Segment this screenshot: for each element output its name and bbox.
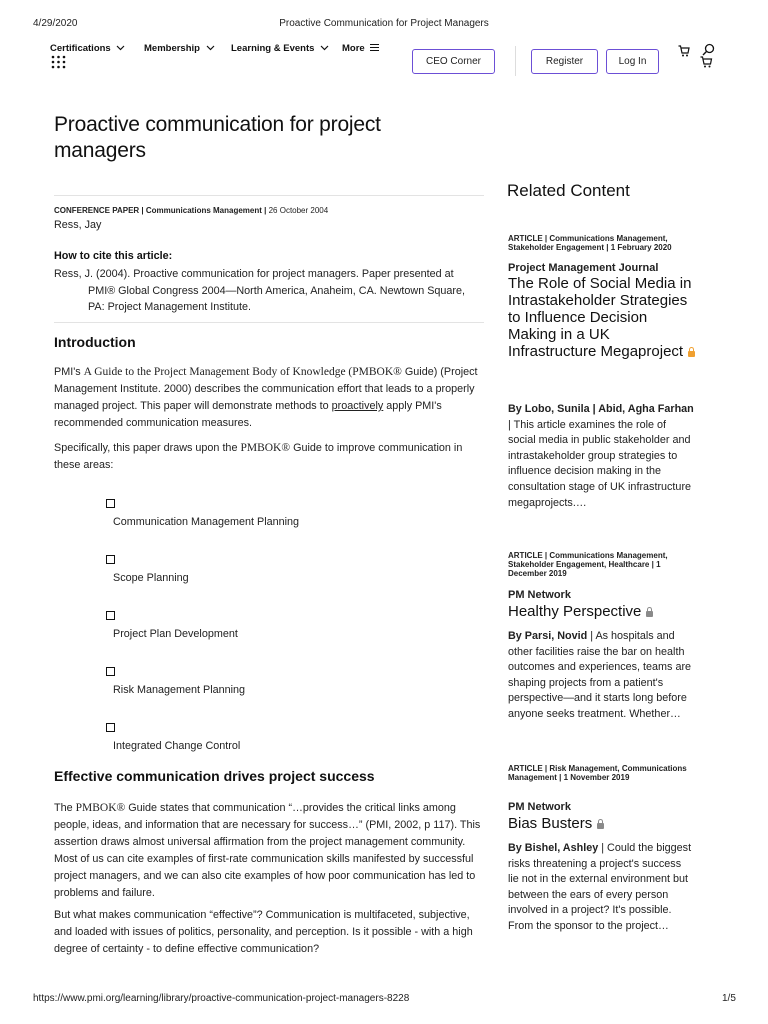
meta-type[interactable]: CONFERENCE PAPER bbox=[54, 206, 140, 215]
related-item-publication: Project Management Journal bbox=[508, 262, 659, 274]
intro-p2-prefix: Specifically, this paper draws upon the bbox=[54, 442, 238, 454]
related-item-description: By Bishel, Ashley | Could the biggest risks threatening a project's success lie not in the external environment but between the ears of every person involved in a project? It's possible. From the sponsor to the project… bbox=[508, 842, 692, 932]
pmbok-title: A Guide to the Project Management Body of Knowledge (PMBOK® bbox=[83, 366, 402, 378]
related-item-title[interactable] bbox=[508, 815, 698, 832]
login-button[interactable]: Log In bbox=[606, 49, 659, 74]
related-item-authors: By Bishel, Ashley bbox=[508, 842, 599, 854]
meta-topic[interactable]: Communications Management bbox=[145, 206, 262, 215]
related-item-summary: As hospitals and other facilities raise the bar on health outcomes and experiences, teams are shaping projects from a patient's perspective—and it starts long before anyone seeks treatment. Whether… bbox=[508, 630, 692, 720]
author: Ress, Jay bbox=[54, 219, 102, 231]
pmbok-name: PMBOK® bbox=[240, 442, 291, 454]
meta-date: 26 October 2004 bbox=[268, 206, 329, 215]
cite-heading: How to cite this article: bbox=[54, 250, 173, 262]
cart-icon[interactable] bbox=[678, 45, 690, 57]
chevron-down-icon bbox=[320, 45, 329, 51]
nav-certifications-label: Certifications bbox=[50, 43, 111, 54]
print-page-title: Proactive Communication for Project Managers bbox=[279, 18, 489, 29]
related-item-title[interactable] bbox=[508, 275, 698, 360]
section-paragraph-2: But what makes communication “effective”? Communication is multifaceted, subjective, and loaded with issues of politics, personality, and perception. Is it possible - with a high degree of certainty - to define effective communication? bbox=[54, 909, 473, 955]
cite-text: Ress, J. (2004). Proactive communication for project managers. Paper presented at PMI® Global Congress 2004—North America, Anaheim, CA. Newtown Square, PA: Project Management Institute. bbox=[54, 268, 466, 313]
checkbox-icon bbox=[106, 667, 115, 676]
page-title: Proactive communication for project managers bbox=[54, 113, 381, 162]
meta-sep: | bbox=[261, 206, 269, 215]
intro-heading: Introduction bbox=[54, 334, 136, 350]
s2-p1-prefix: The bbox=[54, 802, 73, 814]
related-item-meta: ARTICLE | Risk Management, Communications Management | 1 November 2019 bbox=[508, 764, 687, 782]
nav-more[interactable] bbox=[342, 43, 379, 54]
nav-learning-events-label: Learning & Events bbox=[231, 43, 315, 54]
intro-p2-rest: Guide to improve communication in these areas: bbox=[54, 442, 463, 471]
nav-membership[interactable] bbox=[144, 43, 215, 54]
nav-divider bbox=[515, 46, 516, 76]
meta-sep: | bbox=[139, 206, 146, 215]
related-item-authors: By Parsi, Novid bbox=[508, 630, 588, 642]
intro-p1-end: apply PMI's recommended communication measures. bbox=[54, 400, 442, 429]
related-item-title-text[interactable]: Healthy Perspective bbox=[508, 603, 642, 620]
related-item-publication: PM Network bbox=[508, 801, 571, 813]
pmbok-name: PMBOK® bbox=[75, 802, 126, 814]
s2-p1-rest: Guide states that communication “…provides the critical links among people, ideas, and information that are necessary for success…” (PMI, 2002, p 117). This assertion draws almost universal affirmation from the project management community. Most of us can cite examples of first-rate communication skills manifested by successful project managers, and we can also cite examples of how poor communication has led to problems and failure. bbox=[54, 802, 481, 899]
related-item-title[interactable] bbox=[508, 603, 698, 620]
section-heading: Effective communication drives project success bbox=[54, 768, 375, 784]
register-button[interactable]: Register bbox=[531, 49, 598, 74]
checkbox-icon bbox=[106, 723, 115, 732]
article-meta bbox=[54, 206, 328, 215]
related-item-description: By Lobo, Sunila | Abid, Agha Farhan | This article examines the role of social media in public stakeholder and intrastakeholder group strategies to influence decision making in the consultation stage of UK infrastructure megaprojects.… bbox=[508, 403, 694, 509]
search-icon[interactable] bbox=[702, 43, 715, 56]
lock-icon bbox=[688, 351, 695, 357]
grid-menu-icon[interactable] bbox=[51, 55, 67, 69]
list-item: Risk Management Planning bbox=[113, 684, 246, 696]
list-item: Scope Planning bbox=[113, 572, 189, 584]
nav-membership-label: Membership bbox=[144, 43, 200, 54]
checkbox-icon bbox=[106, 499, 115, 508]
related-item-meta: ARTICLE | Communications Management, Stakeholder Engagement, Healthcare | 1 December 2019 bbox=[508, 551, 668, 578]
related-content-heading: Related Content bbox=[507, 181, 630, 200]
list-item: Project Plan Development bbox=[113, 628, 238, 640]
proactively-link[interactable]: proactively bbox=[331, 400, 384, 412]
lock-icon bbox=[646, 611, 653, 617]
nav-learning-events[interactable] bbox=[231, 43, 329, 54]
nav-more-label: More bbox=[342, 43, 365, 54]
related-item-publication: PM Network bbox=[508, 589, 571, 601]
checkbox-icon bbox=[106, 611, 115, 620]
related-item-title-text[interactable]: Bias Busters bbox=[508, 815, 593, 832]
print-page-number: 1/5 bbox=[722, 993, 736, 1004]
ceo-corner-button[interactable]: CEO Corner bbox=[412, 49, 495, 74]
hamburger-icon bbox=[370, 43, 379, 51]
related-item-authors: By Lobo, Sunila | Abid, Agha Farhan bbox=[508, 403, 694, 415]
intro-p1-prefix: PMI's bbox=[54, 366, 81, 378]
intro-p1-rest: Guide) (Project Management Institute. 2000) describes the communication effort that leads to a properly managed project. This paper will demonstrate methods to bbox=[54, 366, 478, 412]
nav-certifications[interactable] bbox=[50, 43, 125, 54]
related-item-meta: ARTICLE | Communications Management, Stakeholder Engagement | 1 February 2020 bbox=[508, 234, 672, 252]
section-paragraph-1 bbox=[54, 800, 486, 902]
list-item: Communication Management Planning bbox=[113, 516, 300, 528]
list-item: Integrated Change Control bbox=[113, 740, 241, 752]
related-item-title-text[interactable]: The Role of Social Media in Intrastakeholder Strategies to Influence Decision Making in a UK Infrastructure Megaproject bbox=[508, 275, 692, 360]
print-url: https://www.pmi.org/learning/library/proactive-communication-project-managers-8228 bbox=[33, 993, 410, 1004]
print-date: 4/29/2020 bbox=[33, 18, 78, 29]
intro-paragraph-1 bbox=[54, 364, 484, 432]
lock-icon bbox=[597, 823, 604, 829]
chevron-down-icon bbox=[116, 45, 125, 51]
intro-paragraph-2 bbox=[54, 440, 484, 474]
related-item-summary: Could the biggest risks threatening a project's success lie not in the external environment but between the ears of every person involved in a project? It's possible. From the sponsor to the project… bbox=[508, 842, 692, 932]
title-divider bbox=[54, 195, 484, 196]
checkbox-icon bbox=[106, 555, 115, 564]
chevron-down-icon bbox=[206, 45, 215, 51]
cite-divider bbox=[54, 322, 484, 323]
related-item-description: By Parsi, Novid | As hospitals and other facilities raise the bar on health outcomes and experiences, teams are shaping projects from a patient's perspective—and it starts long before anyone seeks treatment. Whether… bbox=[508, 630, 692, 720]
cart-icon-secondary[interactable] bbox=[700, 56, 713, 68]
related-item-summary: This article examines the role of social media in public stakeholder and intrastakeholder group strategies to influence decision making in the consultation stage of UK infrastructure megaprojects.… bbox=[508, 418, 692, 509]
